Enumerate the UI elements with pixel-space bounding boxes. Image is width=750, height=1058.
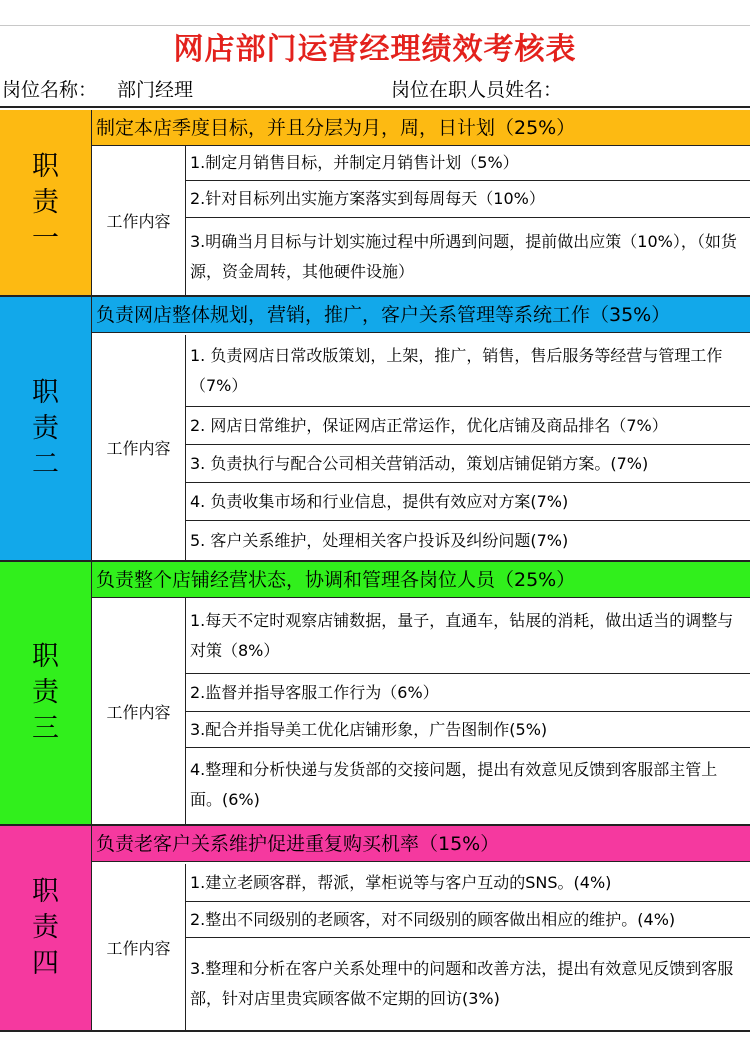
- duty-header: 制定本店季度目标，并且分层为月，周，日计划（25%）: [92, 110, 750, 146]
- work-content-area: [92, 146, 750, 295]
- duty-label-char: 一: [32, 222, 59, 254]
- duty-label-char: 责: [32, 186, 59, 218]
- duty-item: 1.每天不定时观察店铺数据，量子，直通车，钻展的消耗，做出适当的调整与对策（8%）: [186, 598, 750, 674]
- work-content-label: 工作内容: [92, 598, 186, 824]
- duty-header: 负责整个店铺经营状态，协调和管理各岗位人员（25%）: [92, 562, 750, 598]
- duty-item: 3.整理和分析在客户关系处理中的问题和改善方法，提出有效意见反馈到客服部，针对店里贵宾顾客做不定期的回访(3%): [190, 959, 734, 1008]
- duty-item: 4. 负责收集市场和行业信息，提供有效应对方案(7%): [186, 483, 750, 521]
- top-rule: [0, 25, 750, 26]
- duty-label-char: 责: [32, 912, 59, 943]
- duty-label-char: 职: [32, 641, 59, 672]
- duty-label: [0, 826, 92, 1030]
- duty-item: 2.整出不同级别的老顾客，对不同级别的顾客做出相应的维护。(4%): [186, 902, 750, 938]
- post-info-row: [0, 72, 750, 108]
- work-content-area: [92, 598, 750, 824]
- duty-item: 3. 负责执行与配合公司相关营销活动，策划店铺促销方案。(7%): [186, 445, 750, 483]
- incumbent-name-label: 岗位在职人员姓名：: [391, 79, 563, 101]
- duty-section-4: [0, 826, 750, 1032]
- work-content-label: 工作内容: [92, 146, 186, 295]
- duty-item: 1.建立老顾客群，帮派，掌柜说等与客户互动的SNS。(4%): [186, 864, 750, 902]
- duty-label-char: 二: [32, 448, 59, 480]
- duty-item: 1.制定月销售目标，并制定月销售计划（5%）: [186, 146, 750, 181]
- work-content-label: 工作内容: [92, 864, 186, 1030]
- duty-header: 负责网店整体规划，营销，推广，客户关系管理等系统工作（35%）: [92, 297, 750, 333]
- work-content-area: [92, 335, 750, 560]
- duty-label-char: 职: [32, 876, 59, 907]
- duty-section-1: [0, 110, 750, 297]
- duty-section-3: [0, 562, 750, 826]
- duty-label-char: 职: [32, 376, 59, 408]
- duty-label-char: 责: [32, 412, 59, 444]
- duty-label: [0, 110, 92, 295]
- post-name-value: 部门经理: [117, 79, 194, 101]
- duty-section-2: [0, 297, 750, 562]
- work-content-label: 工作内容: [92, 335, 186, 560]
- work-content-area: [92, 864, 750, 1030]
- duty-label-char: 责: [32, 677, 59, 708]
- duty-item: 2.监督并指导客服工作行为（6%）: [186, 674, 750, 712]
- duty-header: 负责老客户关系维护促进重复购买机率（15%）: [92, 826, 750, 862]
- duty-item: 3.配合并指导美工优化店铺形象，广告图制作(5%): [186, 712, 750, 748]
- duty-item: 2. 网店日常维护，保证网店正常运作，优化店铺及商品排名（7%）: [186, 407, 750, 445]
- duty-label-char: 四: [32, 948, 59, 979]
- duty-item: 5. 客户关系维护，处理相关客户投诉及纠纷问题(7%): [190, 530, 569, 550]
- duty-item: 3.明确当月目标与计划实施过程中所遇到问题，提前做出应策（10%），（如货源，资金周转，其他硬件设施）: [190, 231, 737, 281]
- duty-item: 4.整理和分析快递与发货部的交接问题，提出有效意见反馈到客服部主管上面。(6%): [190, 760, 718, 809]
- duty-label-char: 职: [32, 150, 59, 182]
- duty-item: 2.针对目标列出实施方案落实到每周每天（10%）: [186, 181, 750, 218]
- duty-label: [0, 297, 92, 560]
- duty-item: 1. 负责网店日常改版策划，上架，推广，销售，售后服务等经营与管理工作（7%）: [186, 335, 750, 407]
- post-name-label: 岗位名称：: [2, 79, 98, 101]
- page-title: 网店部门运营经理绩效考核表: [173, 32, 577, 67]
- duty-label: [0, 562, 92, 824]
- duty-label-char: 三: [32, 713, 59, 744]
